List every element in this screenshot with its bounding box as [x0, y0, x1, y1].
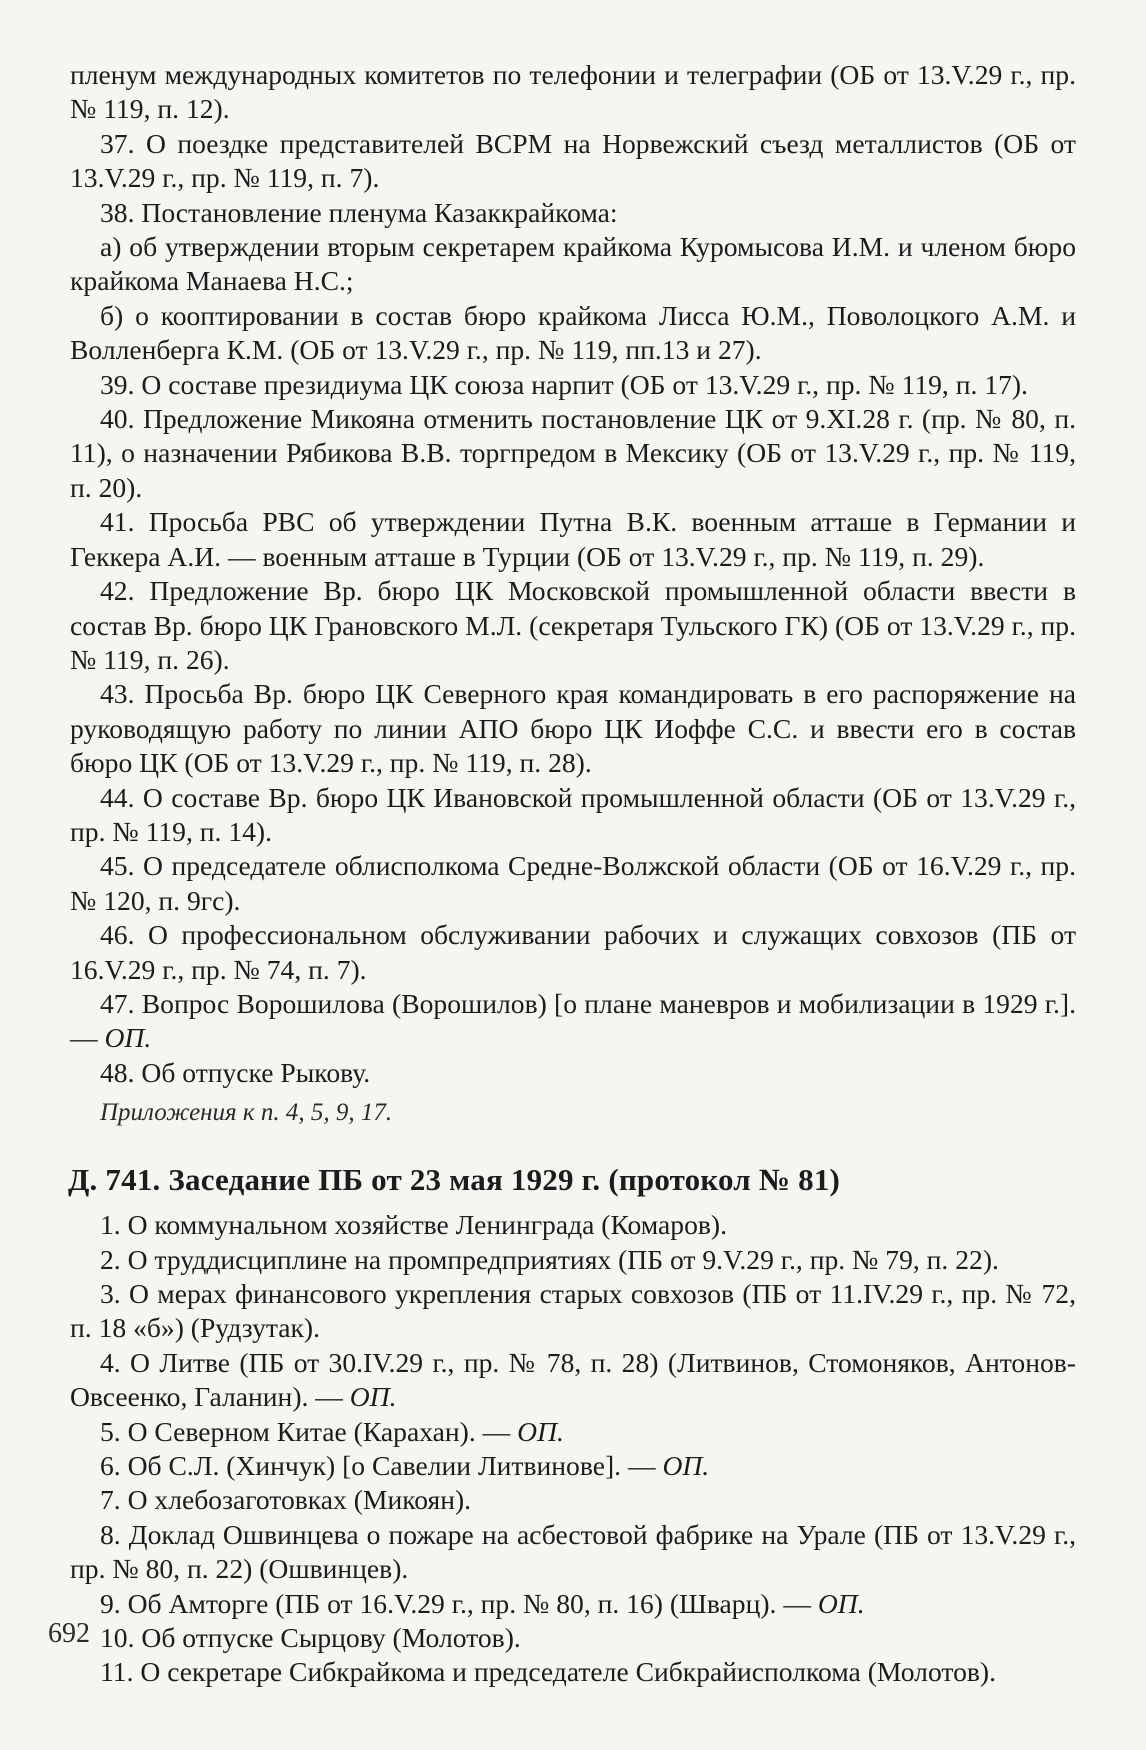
list-item-46: 46. О профессиональном обслуживании рабочих и служащих совхозов (ПБ от 16.V.29 г., пр. № 74, п. 7).: [70, 919, 1076, 985]
list-item-9: 9. Об Амторге (ПБ от 16.V.29 г., пр. № 80, п. 16) (Шварц). — ОП.: [100, 1587, 865, 1619]
list-item-40: 40. Предложение Микояна отменить постановление ЦК от 9.XI.28 г. (пр. № 80, п. 11), о назначении Рябикова В.В. торгпредом в Мексику (ОБ от 13.V.29 г., пр. № 119, п. 20).: [70, 403, 1076, 503]
list-item-39: 39. О составе президиума ЦК союза нарпит (ОБ от 13.V.29 г., пр. № 119, п. 17).: [100, 368, 1028, 400]
list-item-6: 6. Об С.Л. (Хинчук) [о Савелии Литвинове]. — ОП.: [100, 1450, 710, 1482]
list-item-1: 1. О коммунальном хозяйстве Ленинграда (Комаров).: [100, 1209, 727, 1241]
list-item-37: 37. О поездке представителей ВСРМ на Норвежский съезд металлистов (ОБ от 13.V.29 г., пр. № 119, п. 7).: [70, 127, 1076, 194]
list-item-10: 10. Об отпуске Сырцову (Молотов).: [100, 1622, 521, 1654]
list-item-5: 5. О Северном Китае (Карахан). — ОП.: [100, 1415, 564, 1447]
list-item-41: 41. Просьба РВС об утверждении Путна В.К. военным атташе в Германии и Геккера А.И. — военным атташе в Турции (ОБ от 13.V.29 г., пр. № 119, п. 29).: [70, 506, 1076, 572]
section-meeting-741: [70, 1162, 1076, 1690]
section-heading: Д. 741. Заседание ПБ от 23 мая 1929 г. (протокол № 81): [68, 1162, 841, 1198]
list-item-38a: а) об утверждении вторым секретарем крайкома Куромысова И.М. и членом бюро крайкома Манаева Н.С.;: [70, 231, 1076, 297]
list-item-8: 8. Доклад Ошвинцева о пожаре на асбестовой фабрике на Урале (ПБ от 13.V.29 г., пр. № 80, п. 22) (Ошвинцев).: [70, 1518, 1076, 1585]
section-protocol-continuation: [70, 58, 1076, 1130]
list-item-48: 48. Об отпуске Рыкову.: [100, 1056, 371, 1088]
list-item-4: 4. О Литве (ПБ от 30.IV.29 г., пр. № 78, п. 28) (Литвинов, Стомоняков, Антонов-Овсеенко, Галанин). — ОП.: [70, 1346, 1076, 1413]
list-item-47: 47. Вопрос Ворошилова (Ворошилов) [о плане маневров и мобилизации в 1929 г.]. — ОП.: [70, 987, 1076, 1054]
appendix-note: Приложения к п. 4, 5, 9, 17.: [100, 1099, 393, 1127]
list-item-38: 38. Постановление пленума Казаккрайкома:: [100, 196, 618, 228]
text-column: [70, 58, 1076, 1690]
list-item-44: 44. О составе Вр. бюро ЦК Ивановской промышленной области (ОБ от 13.V.29 г., пр. № 119, п. 14).: [70, 781, 1076, 847]
list-item-45: 45. О председателе облисполкома Средне-Волжской области (ОБ от 16.V.29 г., пр. № 120, п. 9гс).: [70, 850, 1076, 916]
list-item-continuation: пленум международных комитетов по телефонии и телеграфии (ОБ от 13.V.29 г., пр. № 119, п. 12).: [70, 59, 1076, 125]
list-item-7: 7. О хлебозаготовках (Микоян).: [100, 1484, 472, 1516]
list-item-11: 11. О секретаре Сибкрайкома и председателе Сибкрайисполкома (Молотов).: [100, 1656, 996, 1688]
list-item-2: 2. О труддисциплине на промпредприятиях (ПБ от 9.V.29 г., пр. № 79, п. 22).: [100, 1243, 999, 1275]
list-item-42: 42. Предложение Вр. бюро ЦК Московской промышленной области ввести в состав Вр. бюро ЦК Грановского М.Л. (секретаря Тульского ГК) (ОБ от 13.V.29 г., пр. № 119, п. 26).: [70, 575, 1076, 675]
list-item-43: 43. Просьба Вр. бюро ЦК Северного края командировать в его распоряжение на руководящую работу по линии АПО бюро ЦК Иоффе С.С. и ввести его в состав бюро ЦК (ОБ от 13.V.29 г., пр. № 119, п. 28).: [70, 678, 1076, 779]
list-item-38b: б) о кооптировании в состав бюро крайкома Лисса Ю.М., Поволоцкого А.М. и Волленберга К.М. (ОБ от 13.V.29 г., пр. № 119, пп.13 и 27).: [70, 299, 1076, 366]
page-number: 692: [48, 1618, 90, 1649]
list-item-3: 3. О мерах финансового укрепления старых совхозов (ПБ от 11.IV.29 г., пр. № 72, п. 18 «б») (Рудзутак).: [70, 1278, 1076, 1344]
